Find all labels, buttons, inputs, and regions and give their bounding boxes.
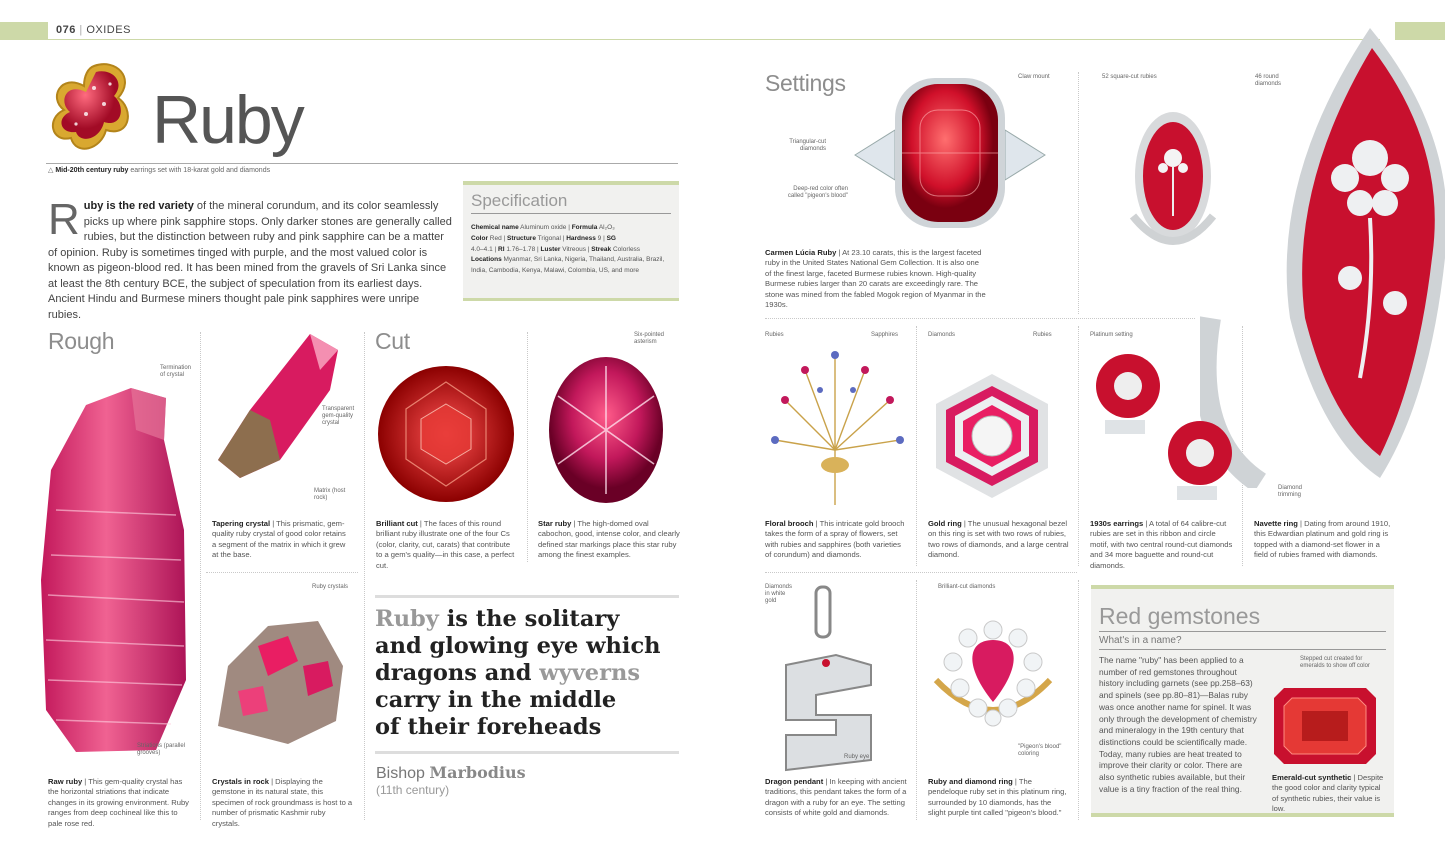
pull-quote: Ruby is the solitary and glowing eye which dragons and wyverns carry in the middle of their foreheads: [375, 606, 661, 740]
brilliant-cut-ruby-image: [376, 364, 516, 504]
carmen-lucia-ring-image: [850, 70, 1050, 240]
caption-star-ruby: Star ruby | The high-domed oval cabochon, good, intense color, and clearly defined star markings place this star ruby among the finest examples.: [538, 519, 680, 560]
caption-floral: Floral brooch | This intricate gold brooch takes the form of a spray of flowers, set with rubies and sapphires (both varieties of corundum) and diamonds.: [765, 519, 905, 560]
label-platinum: Platinum setting: [1090, 332, 1133, 338]
ruby-diamond-ring-image: [928, 620, 1058, 730]
page-number: 076: [56, 24, 76, 36]
raw-ruby-crystal-image: [36, 380, 194, 756]
hero-caption: △ Mid-20th century ruby earrings set with 18-karat gold and diamonds: [48, 167, 271, 174]
specification-heading: Specification: [471, 191, 671, 214]
label-diamonds-white-gold: Diamonds in white gold: [765, 584, 793, 604]
caption-carmen: Carmen Lúcia Ruby | At 23.10 carats, this is the largest faceted ruby in the United States National Gem Collection. It is also one of the finest large, faceted Burmese rubies known. High-quality Burmese rubies larger than 20 carats are exceedingly rare. The stone was mined from the fabled Mogok region of Myanmar in the 1930s.: [765, 248, 986, 310]
intro-paragraph: Ruby is the red variety of the mineral corundum, and its color seamlessly picks up where pink sapphire stops. Only darker stones are generally called rubies, but the distinction between ruby and pink sapphire can be a matter of opinion. Ruby is sometimes tinged with purple, and the most valued color is known as pigeon-blood red. It has been mined from the gravels of Sri Lanka since at least the 8th century BCE, the subject of speculation from its earliest days. Ancient Hindu and Burmese miners thought pale pink sapphires were unripe rubies.: [48, 195, 452, 321]
header-bar-left: [0, 22, 48, 40]
label-claw-mount: Claw mount: [1018, 74, 1050, 80]
divider: [200, 332, 201, 820]
caption-gold-ring: Gold ring | The unusual hexagonal bezel on this ring is set with two rows of rubies, two rows of diamonds, and a large central diamond.: [928, 519, 1069, 560]
caption-ruby-diamond-ring: Ruby and diamond ring | The pendeloque ruby set in this platinum ring, surrounded by 10 diamonds, has the slight purple tint called "pigeon's blood.": [928, 777, 1067, 818]
dragon-pendant-image: [776, 585, 880, 775]
label-diamond-trimming: Diamond trimming: [1278, 485, 1303, 498]
label-square-cut: 52 square-cut rubies: [1102, 74, 1157, 80]
label-ruby-crystals: Ruby crystals: [312, 584, 349, 590]
divider: [1078, 326, 1079, 566]
quote-top-rule: [375, 595, 679, 598]
label-rubies-2: Rubies: [1033, 332, 1052, 338]
drop-cap: R: [48, 195, 80, 244]
red-gemstones-text: The name "ruby" has been applied to a number of red gemstones throughout history including garnets (see pp.258–63) and spinels (see pp.80–81)—Balas ruby was once another name for spinel. It was only through the development of chemistry and mineralogy in the 19th century that distinctions could be scientifically made. Today, many rubies are heat treated to improve their clarity or color. There are also synthetic rubies available, but their value is a tiny fraction of the real thing.: [1099, 655, 1257, 794]
quote-author: Bishop Marbodius: [376, 763, 526, 782]
star-ruby-image: [548, 356, 664, 504]
label-rubies: Rubies: [765, 332, 784, 338]
divider: [364, 332, 365, 820]
label-deep-red: Deep-red color often called "pigeon's blood": [787, 186, 848, 199]
red-gemstones-heading: Red gemstones: [1099, 603, 1386, 632]
caption-triangle-icon: △: [48, 167, 56, 174]
divider: [916, 326, 917, 566]
caption-1930s-earrings: 1930s earrings | A total of 64 calibre-cut rubies are set in this ribbon and circle motif, with two central round-cut diamonds and 34 more baguette and round-cut diamonds.: [1090, 519, 1233, 570]
label-triangular: Triangular-cut diamonds: [789, 139, 826, 152]
spec-row: Chemical name Aluminum oxide | Formula Al₂O₃ Color Red | Structure Trigonal | Hardness 9 | SG 4.0–4.1 | RI 1.76–1.78 | Luster Vitreous | Streak Colorless Locations Myanmar, Sri Lanka, Nigeria, Thailand, Australia, Brazil, India, Cambodia, Kenya, Malawi, Colombia, US, and more: [471, 224, 665, 275]
section-heading-rough: Rough: [48, 328, 115, 354]
quote-bottom-rule: [375, 751, 679, 754]
ruby-earring-image: [46, 58, 141, 160]
section-heading-cut: Cut: [375, 328, 410, 354]
section-heading-settings: Settings: [765, 70, 846, 96]
red-gemstones-subheading: What's in a name?: [1099, 632, 1386, 650]
caption-emerald-synthetic: Emerald-cut synthetic | Despite the good color and clarity typical of synthetic rubies, their value is low.: [1272, 773, 1384, 814]
caption-navette: Navette ring | Dating from around 1910, this Edwardian platinum and gold ring is topped with a diamond-set flower in a field of rubies framed with diamonds.: [1254, 519, 1391, 560]
emerald-cut-synthetic-image: [1272, 686, 1378, 766]
label-diamonds: Diamonds: [928, 332, 956, 338]
label-sapphires: Sapphires: [871, 332, 899, 338]
hexagonal-ring-image: [928, 372, 1056, 500]
label-striations: Striations (parallel grooves): [137, 743, 186, 756]
crystals-in-rock-image: [208, 606, 348, 746]
caption-tapering: Tapering crystal | This prismatic, gem-quality ruby crystal of good color retains a segment of the matrix in which it grew at the base.: [212, 519, 346, 560]
divider: [1078, 580, 1079, 820]
divider: [765, 318, 1195, 319]
page-title: Ruby: [152, 82, 303, 158]
floral-brooch-image: [765, 340, 905, 508]
caption-dragon: Dragon pendant | In keeping with ancient traditions, this pendant takes the form of a dragon with a ruby for an eye. The setting consists of white gold and diamonds.: [765, 777, 907, 818]
label-six-pointed: Six-pointed asterism: [634, 332, 665, 345]
divider: [1078, 72, 1079, 314]
section-name: OXIDES: [86, 24, 131, 36]
earrings-1930s-image: [1090, 348, 1240, 508]
label-ruby-eye: Ruby eye: [844, 754, 870, 760]
label-matrix: Matrix (host rock): [314, 488, 346, 501]
label-round-diamonds: 46 round diamonds: [1255, 74, 1282, 87]
header-rule: [48, 39, 1380, 40]
label-stepped-cut: Stepped cut created for emeralds to show off color: [1300, 656, 1370, 669]
label-termination: Termination of crystal: [160, 365, 192, 378]
bottom-rule: [1091, 814, 1394, 817]
tapering-crystal-image: [210, 330, 342, 480]
quote-date: (11th century): [376, 783, 450, 797]
caption-brilliant: Brilliant cut | The faces of this round brilliant ruby illustrate one of the four Cs (color, clarity, cut, carats) that contribute to a gem's quality—in this case, a perfect cut.: [376, 519, 515, 570]
divider: [527, 332, 528, 562]
divider: [206, 572, 358, 573]
caption-raw-ruby: Raw ruby | This gem-quality crystal has the horizontal striations that indicate changes in its growing environment. Ruby ranges from deep cochineal like this to pale rose red.: [48, 777, 189, 828]
label-transparent: Transparent gem-quality crystal: [322, 406, 355, 426]
specification-box: [463, 181, 679, 301]
divider: [765, 572, 1077, 573]
caption-crystals-rock: Crystals in rock | Displaying the gemstone in its natural state, this specimen of rock groundmass is host to a number of prismatic Kashmir ruby crystals.: [212, 777, 353, 828]
label-brilliant-diamonds: Brilliant-cut diamonds: [938, 584, 996, 590]
running-head: 076 | OXIDES: [56, 24, 131, 36]
label-pigeons-blood: "Pigeon's blood" coloring: [1018, 744, 1062, 757]
title-rule: [46, 163, 678, 164]
divider: [916, 580, 917, 820]
